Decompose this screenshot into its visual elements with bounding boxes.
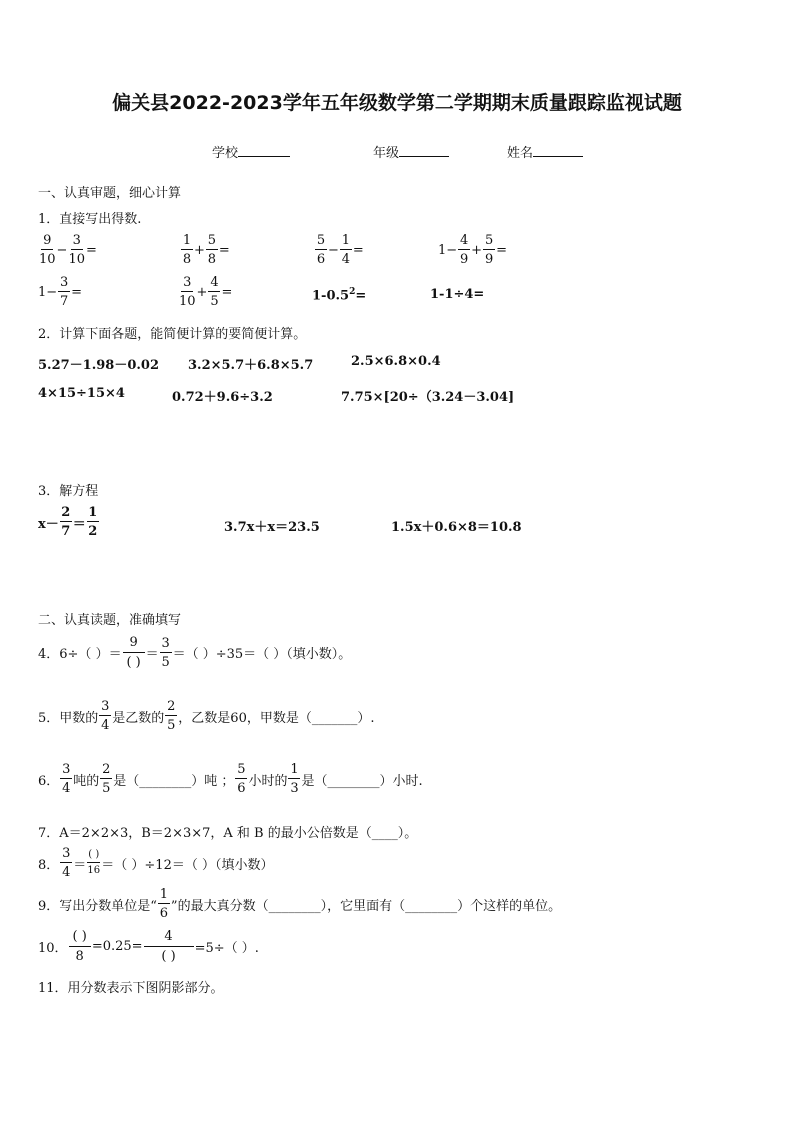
name-blank <box>533 144 583 157</box>
fraction: $\frac{3}{7}$ <box>60 275 69 309</box>
fraction: $\frac{2}{5}$ <box>167 699 176 733</box>
fraction: $\frac{1}{2}$ <box>88 505 98 539</box>
q1-item-5: 1− $\frac{3}{7}$ = <box>38 275 83 309</box>
q4: 4．6÷（ ）＝ $\frac{9}{( )}$ ＝ $\frac{3}{5}$ ＝（ ）÷35＝（ ）（填小数）。 <box>38 635 352 670</box>
q11: 11．用分数表示下图阴影部分。 <box>38 981 224 996</box>
q10: 10． $\frac{( )}{8}$ =0.25= $\frac{4}{( )}$ =5÷（ ）. <box>38 929 259 964</box>
q2-item-1: 5.27－1.98－0.02 <box>38 358 159 373</box>
section1-heading: 一、认真审题，细心计算 <box>38 186 182 201</box>
q2-label: 2．计算下面各题，能简便计算的要简便计算。 <box>38 327 307 342</box>
q2-item-6: 7.75×[20÷（3.24－3.04] <box>341 390 515 405</box>
fraction: $\frac{5}{6}$ <box>316 233 326 267</box>
q2-item-3: 2.5×6.8×0.4 <box>351 354 441 369</box>
fraction: $\frac{4}{5}$ <box>210 275 219 309</box>
q2-item-2: 3.2×5.7＋6.8×5.7 <box>188 358 314 373</box>
q5: 5．甲数的 $\frac{3}{4}$ 是乙数的 $\frac{2}{5}$ ，乙数是60，甲数是（_______）. <box>38 699 375 733</box>
fraction: $\frac{3}{10}$ <box>68 233 85 267</box>
grade-blank <box>399 144 449 157</box>
q3-equation-1: x－ $\frac{2}{7}$ ＝ $\frac{1}{2}$ <box>38 505 98 539</box>
q1-item-1: $\frac{9}{10}$ − $\frac{3}{10}$ = <box>39 233 97 267</box>
q1-item-3: $\frac{5}{6}$ − $\frac{1}{4}$ = <box>316 233 364 267</box>
q3-equation-3: 1.5x＋0.6×8＝10.8 <box>391 520 522 535</box>
fraction: $\frac{5}{6}$ <box>237 762 246 796</box>
grade-field <box>373 142 449 161</box>
name-label: 姓名 <box>507 146 534 161</box>
q1-item-6: $\frac{3}{10}$ + $\frac{4}{5}$ = <box>179 275 233 309</box>
q3-equation-2: 3.7x＋x＝23.5 <box>224 520 320 535</box>
q8: 8． $\frac{3}{4}$ ＝ $\frac{( )}{16}$ ＝（ ）÷12＝（ ）（填小数） <box>38 846 274 880</box>
school-field <box>212 142 290 161</box>
fraction: $\frac{2}{5}$ <box>102 762 111 796</box>
school-blank <box>238 144 290 157</box>
q1-item-4: 1− $\frac{4}{9}$ + $\frac{5}{9}$ = <box>438 233 507 267</box>
fraction: $\frac{1}{4}$ <box>341 233 351 267</box>
q6: 6． $\frac{3}{4}$ 吨的 $\frac{2}{5}$ 是（________）吨 ； $\frac{5}{6}$ 小时的 $\frac{1}{3}$ 是（________）小时. <box>38 762 423 796</box>
fraction: $\frac{( )}{16}$ <box>87 849 101 876</box>
fraction: $\frac{1}{8}$ <box>182 233 192 267</box>
page-title: 偏关县2022-2023学年五年级数学第二学期期末质量跟踪监视试题 <box>112 92 682 114</box>
fraction: $\frac{9}{10}$ <box>39 233 56 267</box>
q3-label: 3．解方程 <box>38 484 99 499</box>
name-field <box>507 142 583 161</box>
fraction: $\frac{3}{10}$ <box>179 275 196 309</box>
q2-item-5: 0.72＋9.6÷3.2 <box>172 390 273 405</box>
fraction: $\frac{3}{4}$ <box>62 762 71 796</box>
q1-item-2: $\frac{1}{8}$ + $\frac{5}{8}$ = <box>182 233 230 267</box>
grade-label: 年级 <box>373 146 400 161</box>
fraction: $\frac{1}{3}$ <box>290 762 299 796</box>
fraction: $\frac{5}{8}$ <box>207 233 217 267</box>
q2-item-4: 4×15÷15×4 <box>38 386 125 401</box>
fraction: $\frac{1}{6}$ <box>159 887 169 921</box>
q1-item-8: 1-1÷4= <box>430 287 485 302</box>
fraction: $\frac{3}{5}$ <box>161 635 170 670</box>
q7: 7．A＝2×2×3，B＝2×3×7，A 和 B 的最小公倍数是（____）。 <box>38 826 418 841</box>
fraction: $\frac{4}{9}$ <box>460 233 469 267</box>
fraction: $\frac{9}{( )}$ <box>123 636 145 669</box>
q1-item-7: $1-0.5^2=$ <box>312 287 367 304</box>
q9: 9．写出分数单位是“ $\frac{1}{6}$ ”的最大真分数（________），它里面有（________）个这样的单位。 <box>38 887 562 921</box>
section2-heading: 二、认真读题，准确填写 <box>38 613 182 628</box>
school-label: 学校 <box>212 146 239 161</box>
fraction: $\frac{( )}{8}$ <box>69 930 91 963</box>
fraction: $\frac{3}{4}$ <box>101 699 110 733</box>
fraction: $\frac{5}{9}$ <box>484 233 494 267</box>
fraction: $\frac{2}{7}$ <box>61 505 71 539</box>
q1-label: 1．直接写出得数. <box>38 212 142 227</box>
fraction: $\frac{3}{4}$ <box>62 846 71 880</box>
fraction: $\frac{4}{( )}$ <box>144 930 194 963</box>
